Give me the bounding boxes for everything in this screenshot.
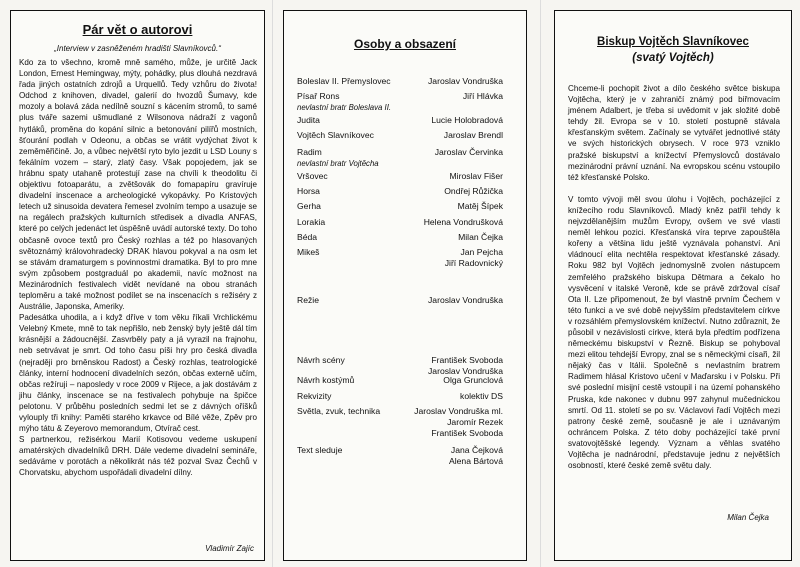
role-name	[297, 295, 412, 306]
role-note: nevlastní bratr Vojtěcha	[297, 159, 379, 168]
role-name	[297, 147, 412, 169]
role-name	[297, 217, 412, 228]
actor-name: Miroslav Fišer	[449, 171, 503, 181]
role-name	[297, 406, 412, 417]
role-label: Lorakia	[297, 217, 326, 227]
actor-names	[431, 115, 503, 126]
actor-names	[424, 217, 503, 228]
role-label: Vršovec	[297, 171, 328, 181]
actor-name: Jiří Hlávka	[462, 91, 503, 101]
actor-names	[460, 391, 503, 402]
role-label: Béda	[297, 232, 318, 242]
actor-names	[414, 406, 503, 439]
role-name	[297, 355, 412, 366]
actor-names	[463, 91, 503, 102]
role-label: Judita	[297, 115, 320, 125]
actor-names	[428, 295, 503, 306]
author-bio	[19, 57, 257, 479]
role-label: Horsa	[297, 186, 320, 196]
panel-subtitle: (svatý Vojtěch)	[632, 52, 714, 64]
actor-name: Milan Čejka	[458, 232, 503, 242]
role-label: Mikeš	[297, 247, 320, 257]
role-name	[297, 247, 412, 258]
role-label: Režie	[297, 295, 319, 305]
actor-names	[450, 171, 503, 182]
actor-names	[458, 201, 503, 212]
role-label: Písař Rons	[297, 91, 340, 101]
role-name	[297, 201, 412, 212]
role-label: Světla, zvuk, technika	[297, 406, 381, 416]
actor-name: kolektiv DS	[460, 391, 503, 401]
role-name	[297, 445, 412, 456]
actor-name: Jaroslav Brendl	[443, 130, 503, 140]
signature: Vladimír Zajíc	[205, 544, 254, 553]
actor-name: Olga Grunclová	[443, 375, 503, 385]
role-label: Text sleduje	[297, 445, 343, 455]
role-name	[297, 375, 412, 386]
actor-name: Jaroslav Vondruška	[428, 366, 503, 376]
role-label: Radim	[297, 147, 322, 157]
actor-names	[458, 232, 503, 243]
role-name	[297, 115, 412, 126]
history-paragraph: Chceme-li pochopit život a dílo českého světce biskupa Vojtěcha, který je v zahraničí známý pod biřmovacím jménem Adalbert, je třeba si uvědomit v jak složité době tehdy žil. Evropa se v 10. století postupně stávala křesťanským světem. Začínaly se vytvářet jednotlivé státy ve svých historických obrysech. V roce 973 vzniklo pražské biskupství a knížectví Přemyslovců dostávalo mezinárodní právní uznání. Na evropskou scénu vstoupilo též křesťanské Polsko.	[568, 84, 780, 182]
role-name	[297, 391, 412, 402]
role-name	[297, 91, 412, 113]
actor-name: Jaroslav Červinka	[434, 147, 503, 157]
actor-name: Lucie Holobradová	[431, 115, 503, 125]
actor-name: Jan Pejcha	[460, 247, 503, 257]
actor-name: Ondřej Růžička	[444, 186, 503, 196]
actor-names	[449, 445, 503, 467]
bio-paragraph: Kdo za to všechno, kromě mně samého, může, je určitě Jack London, Ernest Hemingway, mýty, pohádky, plus dlouhá nezdravá řada jiných ostatních zdrojů a Urquellů. Tedy vzhůru do života! Odchod z knihoven, divadel, galerií do hvozdů Šumavy, kde mozoly a bolavá záda nedílně souzní s kácením stromů, to samé plus tváře sazemi ušmudlané z Wilsonova nádraží z vagonů hytláků, proměna do kopání silnic a betonování pilířů mostních, šťourání podlah v Odeonu, a občas se vrátit vydýchat život k zeměměřičině. Jo, a vůbec největší ryto bylo jezdit u LSD Louny s fekálním vozem – starý, zlatý časy. Však popojedem, jak se hrábnu spaty utahaně protestují zase na chvíli k theodolitu či objektivu fotoaparátu, a zvětšovák do fomapapíru gravíruje divadelní inscenace a archeologické vykopávky. Po Kristových letech už sinusoida devatera řemesel zvolním tempo a usazuje se na regálech pražských kulturních středisek a divadla ANFAS, které po celých jedenáct let úspěšně uvádí autorské texty. Do toho občasně ovoce textů pro Český rozhlas a též po hlasovaných světoznámý královohradecký DRAK hlavou pokyval a na osm let se stávám dramaturgem s povinnostmi dramatika. Byl to pro mne svým způsobem postgraduál po akademii, navíc možnost na Mezinárodních festivalech vidět nevídané na obou stranách teploměru a také možnost podílet se na inscenacích s režiséry z Austrálie, Japonska, Ameriky.	[19, 58, 257, 312]
role-name	[297, 232, 412, 243]
role-name	[297, 186, 412, 197]
panel-saint-adalbert	[554, 10, 792, 561]
role-label: Boleslav II. Přemyslovec	[297, 76, 391, 86]
actor-name: Matěj Šípek	[457, 201, 503, 211]
role-name	[297, 76, 412, 87]
panel-subtitle: „Interview v zasněženém hradišti Slavníkovců.“	[54, 44, 221, 53]
actor-name: František Svoboda	[431, 428, 503, 438]
actor-names	[428, 355, 503, 377]
actor-name: Helena Vondrušková	[423, 217, 503, 227]
actor-names	[443, 375, 503, 386]
role-name	[297, 130, 412, 141]
fold-line	[540, 0, 541, 567]
actor-names	[444, 186, 503, 197]
actor-names	[444, 130, 503, 141]
panel-title: Osoby a obsazení	[353, 37, 457, 51]
actor-name: Jana Čejková	[450, 445, 503, 455]
role-label: Rekvizity	[297, 391, 332, 401]
actor-names	[445, 247, 503, 269]
panel-title: Pár vět o autorovi	[82, 22, 193, 37]
role-label: Vojtěch Slavníkovec	[297, 130, 374, 140]
actor-name: Jaroslav Vondruška	[428, 295, 503, 305]
bio-paragraph: S partnerkou, režisérkou Marií Kotisovou vedeme uskupení amatérských divadelníků DRH. Dále vedeme divadelní semináře, sedáváme v porotách a několikrát nás též pozval Svaz Čechů v Chorvatsku, abychom uspořádali divadelní dílny.	[19, 435, 257, 478]
panel-cast	[283, 10, 527, 561]
article-author: Milan Čejka	[727, 513, 769, 522]
actor-name: Jaroslav Vondruška	[428, 76, 503, 86]
role-note: nevlastní bratr Boleslava II.	[297, 103, 392, 112]
history-paragraph: V tomto vývoji měl svou úlohu i Vojtěch, pocházející z knížecího rodu Slavníkovců. Mladý kněz patřil tehdy k nejvzdělanějším mužům Evropy, ovšem ve své vlasti neměl lehkou pozici. Křesťanská víra teprve zapouštěla kořeny a většina lidu ještě vyznávala pohanství. Ani vládnoucí elita nechtěla respektovat křesťanské zásady. Roku 982 byl Vojtěch jednomyslně zvolen nástupcem zemřelého pražského biskupa Dětmara a čekalo ho vysvěcení v italské Veroně, kde se právě zdržoval císař Ota II. Lze připomenout, že byl vlastně prvním Čechem v této funkci a ve své době nejvyšším představitelem církve v rozsáhlém přemyslovském knížectví. Nutno zdůraznit, že působil v nezávislosti církve, která byla předtím podřízena německému biskupství v Řezně. Biskup se pohyboval mezi elitou tehdejší Evropy, znal se s německými císaři, žil nějaký čas v Itálii. Společně s nevlastním bratrem Radimem hlásal Kristovo učení v Maďarsku i v Polsku. Při své poslední misijní cestě vstoupil i na území pohanského Pruska, kde nakonec v dubnu 997 zahynul mučednickou smrtí. Od 11. století se po sv. Václavovi řadí Vojtěch mezi patrony české země, současně je ale i uznávaným ochráncem Polska. Z této doby pocházející také první svatovojtěšské legendy. Význam a věhlas svatého Vojtěcha je nadnárodní, představuje jednu z největších osobností, které české země světu daly.	[568, 194, 780, 471]
role-label: Návrh kostýmů	[297, 375, 355, 385]
actor-names	[428, 76, 503, 87]
role-label: Návrh scény	[297, 355, 345, 365]
role-label: Gerha	[297, 201, 321, 211]
role-name	[297, 171, 412, 182]
actor-name: Alena Bártová	[449, 456, 503, 466]
actor-name: Jaroslav Vondruška ml.	[414, 406, 503, 416]
actor-name: Jiří Radovnický	[444, 258, 503, 268]
panel-about-author	[10, 10, 265, 561]
fold-line	[272, 0, 273, 567]
history-text	[568, 83, 780, 482]
actor-name: František Svoboda	[431, 355, 503, 365]
panel-title: Biskup Vojtěch Slavníkovec	[597, 36, 749, 48]
actor-name: Jaromír Rezek	[447, 417, 503, 427]
bio-paragraph: Padesátka uhodila, a i když dříve v tom věku říkali Vrchlickému Velebný Kmete, mně to tak nepřišlo, neb ženský byly ještě dál tím krásnější a žádoucnější. Zasvrběly paty a já vyrazil na frajnohu, neb setrvávat je smrt. Od toho času píši hry pro česká divadla (nejraději pro brněnskou Radost) a Český rozhlas, teatrologické články, interní hodnocení divadelních sezón, občas externě učím, občas režíruji – naposledy v roce 2009 v Rijece, a jak dostávám z jihu články, inscenace se na festivalech pohybuje na špičce pelotonu. V průběhu posledních sedmi let se z dávných oříšků vylouply tři knihy: Paměti starého krkavce od Bílé věže, Zpěv pro mýho tátu & Zeyerovo memorandum, Otvírač cest.	[19, 313, 257, 434]
actor-names	[435, 147, 503, 158]
